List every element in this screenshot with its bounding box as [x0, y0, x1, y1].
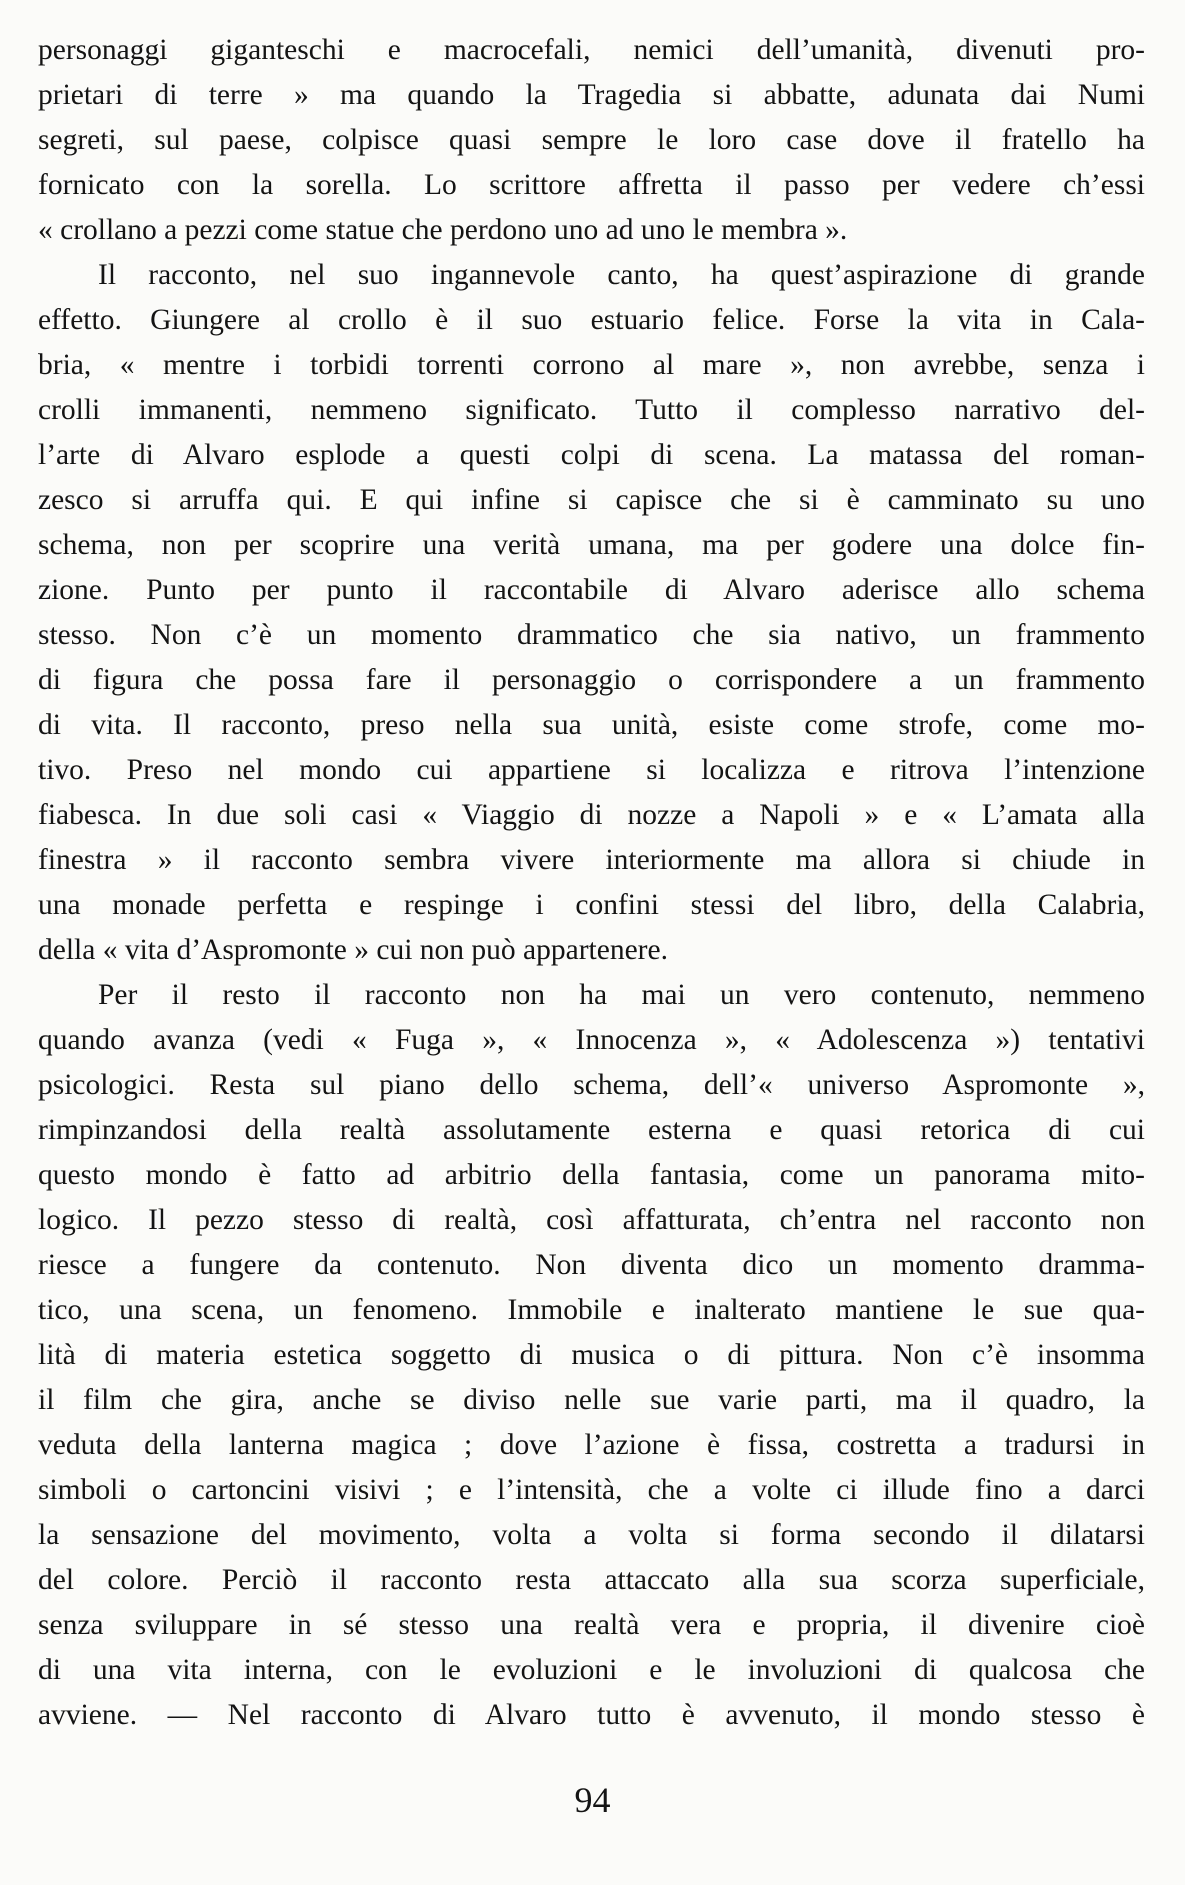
text-line: psicologici. Resta sul piano dello schema, dell’« universo Aspromonte », — [38, 1069, 1145, 1101]
text-line: tico, una scena, un fenomeno. Immobile e inalterato mantiene le sue qua- — [38, 1294, 1145, 1326]
paragraph-start-line: Il racconto, nel suo ingannevole canto, ha quest’aspirazione di grande — [98, 259, 1145, 291]
text-line: riesce a fungere da contenuto. Non diventa dico un momento dramma- — [38, 1249, 1145, 1281]
text-line: avviene. — Nel racconto di Alvaro tutto è avvenuto, il mondo stesso è — [38, 1699, 1145, 1731]
text-line: del colore. Perciò il racconto resta attaccato alla sua scorza superficiale, — [38, 1564, 1145, 1596]
paragraph-start-line: Per il resto il racconto non ha mai un vero contenuto, nemmeno — [98, 979, 1145, 1011]
text-line: fornicato con la sorella. Lo scrittore affretta il passo per vedere ch’essi — [38, 169, 1145, 201]
text-line: l’arte di Alvaro esplode a questi colpi di scena. La matassa del roman- — [38, 439, 1145, 471]
text-line: quando avanza (vedi « Fuga », « Innocenza », « Adolescenza ») tentativi — [38, 1024, 1145, 1056]
text-line: zesco si arruffa qui. E qui infine si capisce che si è camminato su uno — [38, 484, 1145, 516]
text-line: bria, « mentre i torbidi torrenti corrono al mare », non avrebbe, senza i — [38, 349, 1145, 381]
text-line: stesso. Non c’è un momento drammatico che sia nativo, un frammento — [38, 619, 1145, 651]
body-text — [38, 28, 1145, 1738]
text-line: effetto. Giungere al crollo è il suo estuario felice. Forse la vita in Cala- — [38, 304, 1145, 336]
text-line: della « vita d’Aspromonte » cui non può appartenere. — [38, 934, 668, 966]
text-line: di una vita interna, con le evoluzioni e le involuzioni di qualcosa che — [38, 1654, 1145, 1686]
text-line: segreti, sul paese, colpisce quasi sempre le loro case dove il fratello ha — [38, 124, 1145, 156]
text-line: fiabesca. In due soli casi « Viaggio di nozze a Napoli » e « L’amata alla — [38, 799, 1145, 831]
text-line: tivo. Preso nel mondo cui appartiene si localizza e ritrova l’intenzione — [38, 754, 1145, 786]
text-line: di figura che possa fare il personaggio o corrispondere a un frammento — [38, 664, 1145, 696]
text-line: lità di materia estetica soggetto di musica o di pittura. Non c’è insomma — [38, 1339, 1145, 1371]
text-line: schema, non per scoprire una verità umana, ma per godere una dolce fin- — [38, 529, 1145, 561]
text-line: il film che gira, anche se diviso nelle sue varie parti, ma il quadro, la — [38, 1384, 1145, 1416]
text-line: veduta della lanterna magica ; dove l’azione è fissa, costretta a tradursi in — [38, 1429, 1145, 1461]
text-line: personaggi giganteschi e macrocefali, nemici dell’umanità, divenuti pro- — [38, 34, 1145, 66]
text-line: questo mondo è fatto ad arbitrio della fantasia, come un panorama mito- — [38, 1159, 1145, 1191]
text-line: prietari di terre » ma quando la Tragedia si abbatte, adunata dai Numi — [38, 79, 1145, 111]
text-line: logico. Il pezzo stesso di realtà, così affatturata, ch’entra nel racconto non — [38, 1204, 1145, 1236]
text-line: di vita. Il racconto, preso nella sua unità, esiste come strofe, come mo- — [38, 709, 1145, 741]
text-line: « crollano a pezzi come statue che perdono uno ad uno le membra ». — [38, 214, 848, 246]
text-line: finestra » il racconto sembra vivere interiormente ma allora si chiude in — [38, 844, 1145, 876]
text-line: senza sviluppare in sé stesso una realtà vera e propria, il divenire cioè — [38, 1609, 1145, 1641]
text-line: la sensazione del movimento, volta a volta si forma secondo il dilatarsi — [38, 1519, 1145, 1551]
text-line: simboli o cartoncini visivi ; e l’intensità, che a volte ci illude fino a darci — [38, 1474, 1145, 1506]
text-line: una monade perfetta e respinge i confini stessi del libro, della Calabria, — [38, 889, 1145, 921]
text-line: rimpinzandosi della realtà assolutamente esterna e quasi retorica di cui — [38, 1114, 1145, 1146]
text-line: zione. Punto per punto il raccontabile di Alvaro aderisce allo schema — [38, 574, 1145, 606]
text-line: crolli immanenti, nemmeno significato. Tutto il complesso narrativo del- — [38, 394, 1145, 426]
page-number: 94 — [574, 1780, 611, 1820]
